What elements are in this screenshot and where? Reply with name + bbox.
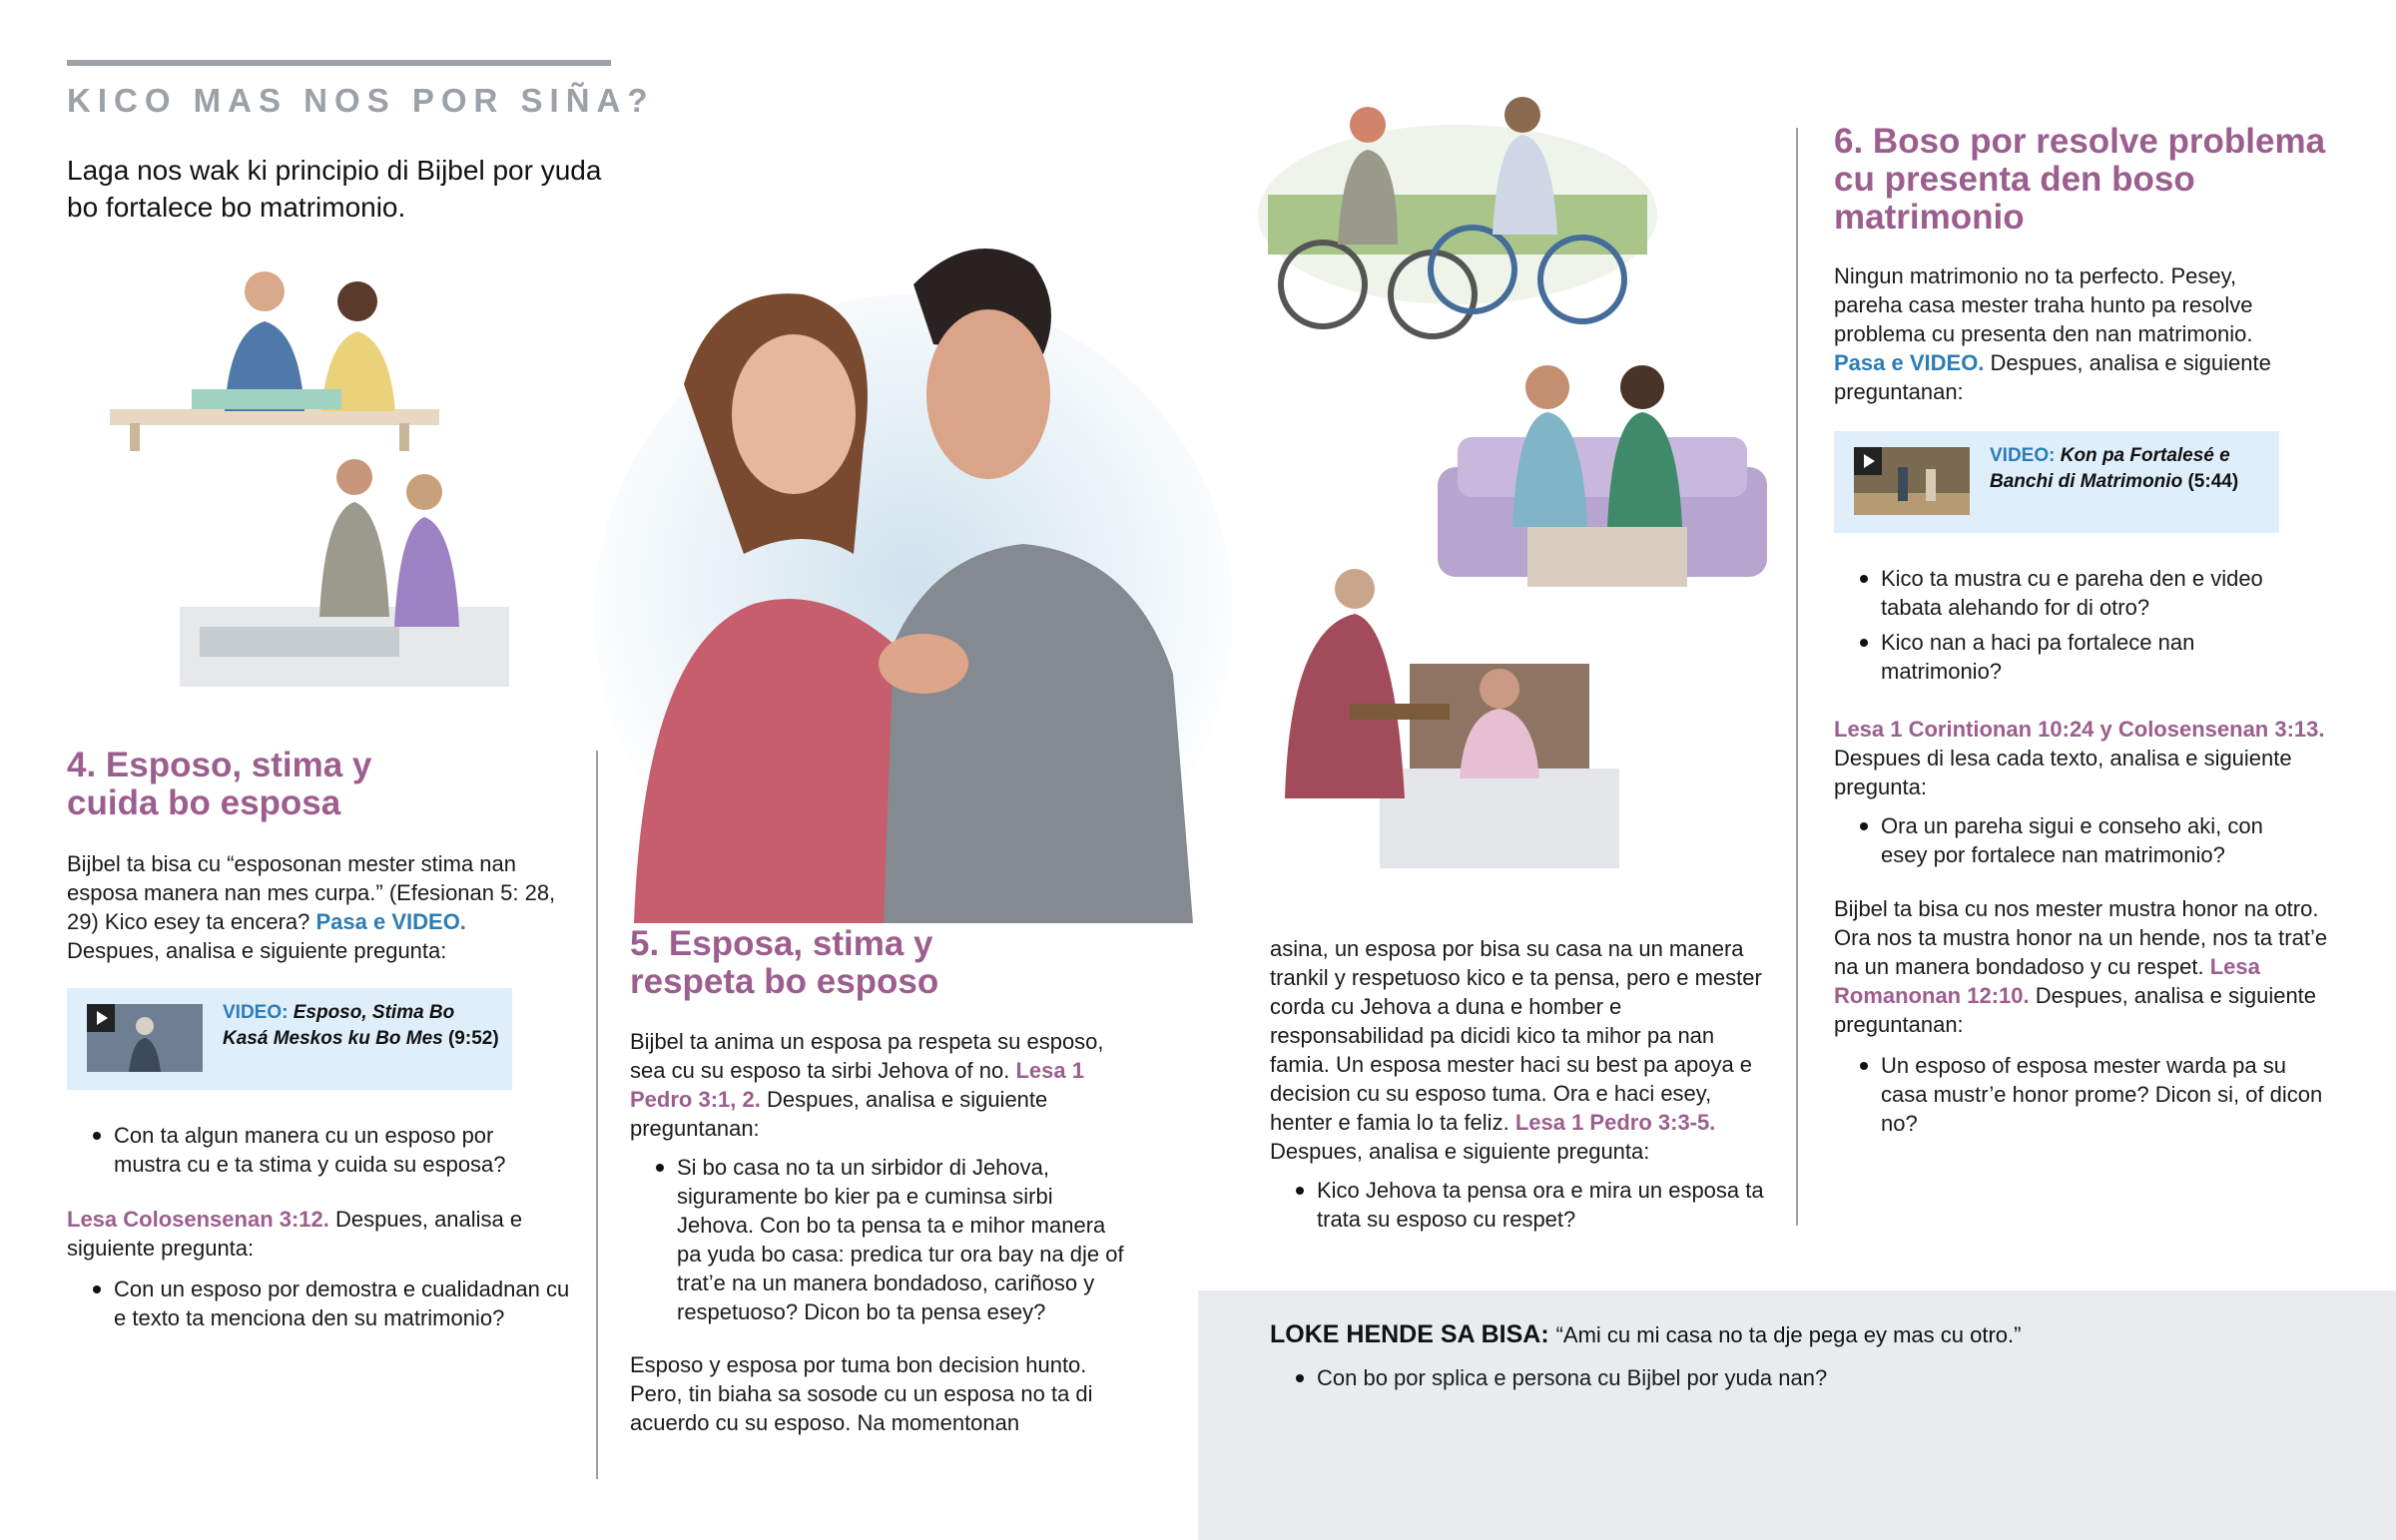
video-thumbnail[interactable]: [87, 1004, 203, 1072]
video-caption: [1990, 443, 2269, 495]
section-5-paragraph: [630, 1027, 1129, 1143]
section-6-heading-line1: 6. Boso por resolve problema: [1834, 122, 2326, 161]
video-title: Kon pa Fortalesé e Banchi di Matrimonio: [1990, 445, 2230, 492]
scripture-reference[interactable]: Lesa Romanonan 12:10.: [1834, 954, 2260, 1008]
section-6-heading-line2: cu presenta den boso: [1834, 160, 2195, 199]
section-6-text-tail: Despues, analisa e siguiente preguntanan:: [1834, 350, 2271, 404]
continued-text-tail: Despues, analisa e siguiente pregunta:: [1270, 1139, 1650, 1164]
video-caption: [223, 1000, 502, 1052]
question-item: Ora un pareha sigui e conseho aki, con esey por fortalece nan matrimonio?: [1834, 811, 2313, 869]
question-item: Con ta algun manera cu un esposo por mustra cu e ta stima y cuida su esposa?: [67, 1121, 566, 1179]
section-6-text-2-tail: Despues, analisa e siguiente preguntanan:: [1834, 983, 2317, 1037]
section-4-heading-line2: cuida bo esposa: [67, 783, 341, 822]
section-4-text-tail: Despues, analisa e siguiente pregunta:: [67, 938, 447, 963]
scripture-reference[interactable]: Lesa 1 Pedro 3:1, 2.: [630, 1058, 1084, 1112]
column-divider: [596, 751, 598, 1479]
question-item: Un esposo of esposa mester warda pa su casa mustr’e honor prome? Dicon si, of dicon no?: [1834, 1051, 2333, 1138]
section-4-reading: [67, 1205, 566, 1263]
section-6-paragraph-2: [1834, 894, 2333, 1039]
section-6-heading: [1834, 123, 2325, 237]
video-label: VIDEO:: [1990, 445, 2056, 466]
section-4-heading-line1: 4. Esposo, stima y: [67, 746, 372, 784]
video-card-section-4[interactable]: [67, 988, 512, 1090]
section-4-questions-1: [67, 1121, 566, 1185]
couple-washing-dishes-illustration: [180, 457, 519, 697]
play-icon[interactable]: [87, 1004, 115, 1032]
scripture-reference[interactable]: Lesa 1 Corintionan 10:24 y Colosensenan 3:13.: [1834, 717, 2325, 742]
section-4-heading: [67, 747, 371, 822]
section-4-questions-2: [67, 1275, 576, 1338]
column-divider: [1796, 128, 1798, 1226]
box-quote: “Ami cu mi casa no ta dje pega ey mas cu otro.”: [1555, 1322, 2022, 1347]
question-item: Con un esposo por demostra e cualidadnan cu e texto ta menciona den su matrimonio?: [67, 1275, 576, 1332]
play-icon[interactable]: [1854, 447, 1882, 475]
reading-instruction: Despues, analisa e siguiente pregunta:: [67, 1207, 523, 1261]
video-title: Esposo, Stima Bo Kasá Meskos ku Bo Mes: [223, 1002, 455, 1049]
continued-text: asina, un esposa por bisa su casa na un manera trankil y respetuoso kico e ta pensa, pero e mester corda cu Jehova a duna e homber e responsabilidad pa dicidi kico ta mihor pa nan famia. Un esposa mester haci su best pa apoya e decision cu su esposo tuma. Ora e haci esey, henter e famia lo ta feliz.: [1270, 936, 1762, 1135]
page-kicker: KICO MAS NOS POR SIÑA?: [67, 82, 655, 119]
section-5-continued-paragraph: [1270, 934, 1774, 1166]
section-4-text: Bijbel ta bisa cu “esposonan mester stima nan esposa manera nan mes curpa.” (Efesionan 5: 28, 29) Kico esey ta encera?: [67, 851, 556, 934]
section-6-paragraph: [1834, 261, 2283, 406]
section-4-paragraph: [67, 849, 561, 965]
section-5-questions: [630, 1153, 1134, 1332]
section-6-questions-3: [1834, 1051, 2333, 1144]
section-6-questions-2: [1834, 811, 2313, 875]
reading-instruction: Despues di lesa cada texto, analisa e siguiente pregunta:: [1834, 746, 2292, 799]
section-5-heading-line1: 5. Esposa, stima y: [630, 924, 933, 963]
section-6-questions-1: [1834, 564, 2293, 692]
question-item: Kico ta mustra cu e pareha den e video tabata alehando for di otro?: [1834, 564, 2293, 622]
couple-cycling-illustration: [1258, 95, 1667, 364]
section-5-text: Bijbel ta anima un esposa pa respeta su esposo, sea cu su esposo ta sirbi Jehova of no.: [630, 1029, 1104, 1083]
scripture-reference[interactable]: Lesa Colosensenan 3:12.: [67, 1207, 329, 1232]
section-5-continued-questions: [1270, 1176, 1774, 1240]
section-5-heading: [630, 925, 938, 1001]
section-6-text: Ningun matrimonio no ta perfecto. Pesey, pareha casa mester traha hunto pa resolve problema cu presenta den nan matrimonio.: [1834, 263, 2253, 346]
husband-serving-wife-illustration: [1270, 569, 1619, 878]
question-item: Kico Jehova ta pensa ora e mira un esposa ta trata su esposo cu respet?: [1270, 1176, 1774, 1234]
scripture-reference[interactable]: Lesa 1 Pedro 3:3-5.: [1514, 1110, 1716, 1135]
couple-holding-hands-illustration: [594, 225, 1233, 933]
section-6-text-2: Bijbel ta bisa cu nos mester mustra honor na otro. Ora nos ta mustra honor na un hende, nos ta trat’e na un manera bondadoso y cu respet.: [1834, 896, 2328, 979]
couple-studying-illustration: [100, 261, 459, 451]
section-5-heading-line2: respeta bo esposo: [630, 962, 939, 1001]
question-item: Con bo por splica e persona cu Bijbel por yuda nan?: [1270, 1363, 2268, 1392]
intro-text: Laga nos wak ki principio di Bijbel por yuda bo fortalece bo matrimonio.: [67, 155, 602, 223]
what-people-say-heading: [1270, 1317, 2368, 1352]
video-thumbnail[interactable]: [1854, 447, 1970, 515]
play-video-link[interactable]: Pasa e VIDEO.: [315, 909, 466, 934]
video-duration: (5:44): [2187, 471, 2239, 492]
header-rule: [67, 60, 611, 66]
play-video-link[interactable]: Pasa e VIDEO.: [1834, 350, 1985, 375]
video-label: VIDEO:: [223, 1002, 289, 1023]
section-6-reading-1: [1834, 715, 2333, 801]
section-6-heading-line3: matrimonio: [1834, 198, 2025, 237]
section-5-text-tail: Despues, analisa e siguiente preguntanan:: [630, 1087, 1048, 1141]
video-card-section-6[interactable]: [1834, 431, 2279, 533]
section-5-paragraph-2: Esposo y esposa por tuma bon decision hunto. Pero, tin biaha sa sosode cu un esposa no ta di acuerdo cu su esposo. Na momentonan: [630, 1352, 1093, 1435]
question-item: Kico nan a haci pa fortalece nan matrimonio?: [1834, 628, 2293, 686]
question-item: Si bo casa no ta un sirbidor di Jehova, siguramente bo kier pa e cuminsa sirbi Jehova. Con bo ta pensa ta e mihor manera pa yuda bo casa: predica tur ora bay na dje of trat’e na un manera bondadoso, cariñoso y respetuoso? Dicon bo ta pensa esey?: [630, 1153, 1134, 1326]
what-people-say-questions: [1270, 1363, 2268, 1398]
box-label: LOKE HENDE SA BISA:: [1270, 1320, 1549, 1348]
video-duration: (9:52): [447, 1028, 499, 1049]
